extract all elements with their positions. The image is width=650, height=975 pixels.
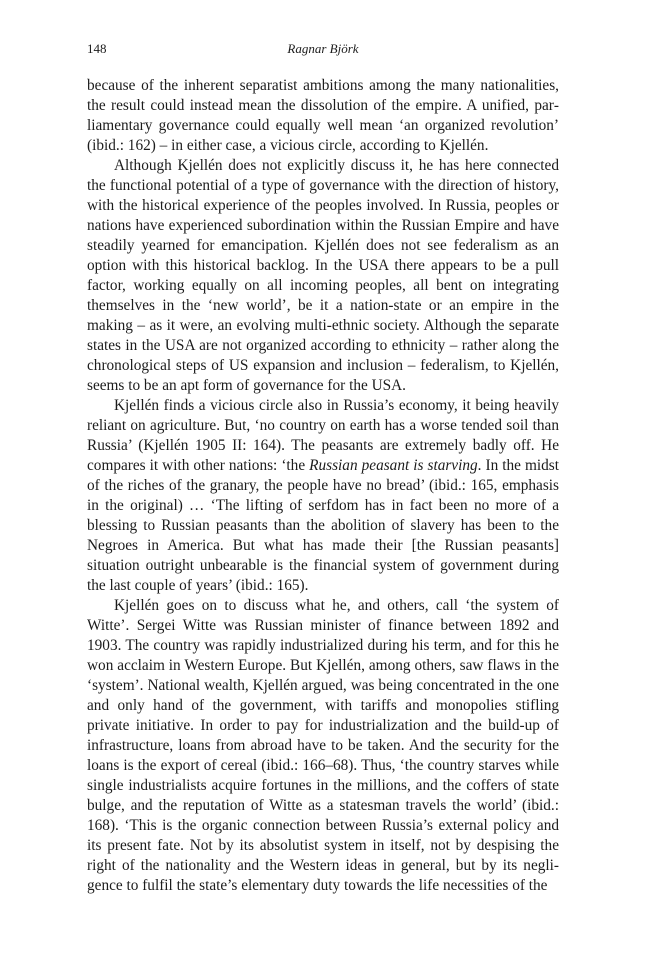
body-text xyxy=(87,76,559,896)
paragraph-text: Kjellén finds a vicious circle also in Russia’s economy, it being heavily reliant on agriculture. But, ‘no country on earth has a worse tended soil than Russia’ (Kjellén 1905 II: 164). The peasants are extremely badly off. He compares it with other nations: ‘the xyxy=(87,397,559,474)
paragraph xyxy=(87,396,559,596)
emphasis-text: Russian peasant is starving xyxy=(309,457,478,474)
paragraph xyxy=(87,596,559,896)
running-title: Ragnar Björk xyxy=(287,41,359,56)
paragraph xyxy=(87,156,559,396)
page-number: 148 xyxy=(87,41,107,56)
paragraph-text: Kjellén goes on to discuss what he, and others, call ‘the system of Witte’. Sergei Witte was Russian minister of finance between 1892 and 1903. The country was rapidly industrialized during his term, and for this he won acclaim in Western Europe. But Kjellén, among others, saw flaws in the ‘system’. National wealth, Kjellén argued, was being concentrated in the one and only hand of the government, with tariffs and monopolies stifling private initiative. In order to pay for industrialization and the build-up of infrastructure, loans from abroad have to be taken. And the security for the loans is the export of cereal (ibid.: 166–68). Thus, ‘the country starves while single industrialists acquire fortunes in the millions, and the coffers of state bulge, and the reputation of Witte as a statesman travels the world’ (ibid.: 168). ‘This is the organic connection between Russia’s external policy and its present fate. Not by its absolutist system in itself, not by despising the right of the nationality and the Western ideas in general, but by its negligence to fulfil the state’s elementary duty towards the life necessities of the xyxy=(87,597,559,894)
running-head xyxy=(87,41,559,61)
paragraph-text: because of the inherent separatist ambitions among the many nationalities, the result could instead mean the dissolution of the empire. A unified, parliamentary governance could equally well mean ‘an organized revolution’ (ibid.: 162) – in either case, a vicious circle, according to Kjellén. xyxy=(87,77,559,154)
paragraph-text: . In the midst of the riches of the granary, the people have no bread’ (ibid.: 165, emphasis in the original) … ‘The lifting of serfdom has in fact been no more of a blessing to Russian peasants than the abolition of slavery has been to the Negroes in America. But what has made their [the Russian peasants] situation outright unbearable is the financial system of government during the last couple of years’ (ibid.: 165). xyxy=(87,457,559,594)
paragraph-text: Although Kjellén does not explicitly discuss it, he has here connected the functional potential of a type of governance with the direction of history, with the historical experience of the peoples involved. In Russia, peoples or nations have experienced subordination within the Russian Empire and have steadily yearned for emancipation. Kjellén does not see federalism as an option with this historical backlog. In the USA there appears to be a pull factor, working equally on all incoming peoples, all bent on integrating themselves in the ‘new world’, be it a nation-state or an empire in the making – as it were, an evolving multi-ethnic society. Although the separate states in the USA are not organized according to ethnicity – rather along the chronological steps of US expansion and inclusion – federalism, to Kjellén, seems to be an apt form of governance for the USA. xyxy=(87,157,559,394)
paragraph xyxy=(87,76,559,156)
